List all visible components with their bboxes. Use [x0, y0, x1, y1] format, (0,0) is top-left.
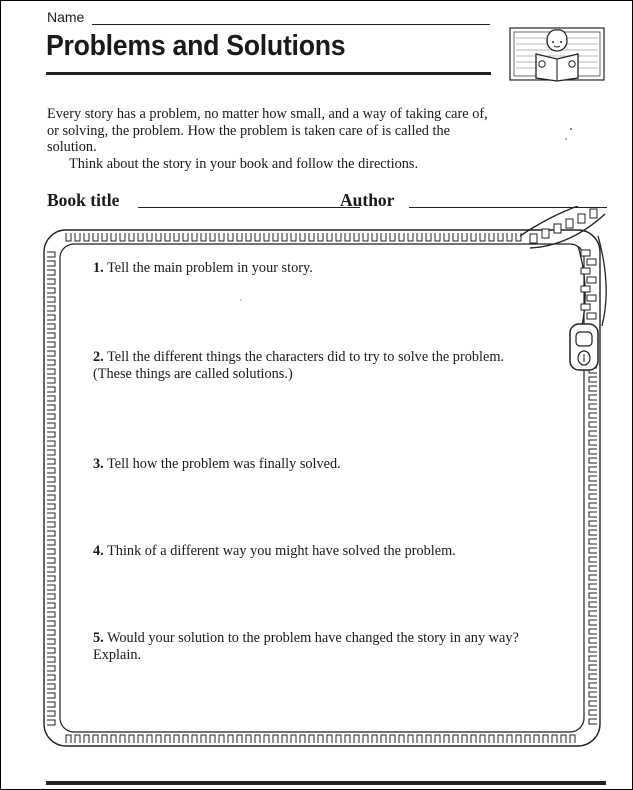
question-2 — [93, 349, 533, 383]
page-title: Problems and Solutions — [46, 30, 346, 62]
title-underline — [46, 72, 491, 75]
question-number: 2. — [93, 349, 104, 365]
question-text: Would your solution to the problem have changed the story in any way? Explain. — [93, 630, 519, 663]
name-field[interactable] — [92, 24, 490, 25]
question-number: 3. — [93, 456, 104, 472]
question-3 — [93, 456, 533, 473]
question-5 — [93, 630, 533, 664]
question-text: Think of a different way you might have solved the problem. — [107, 543, 456, 559]
question-4 — [93, 543, 533, 560]
author-label: Author — [340, 190, 395, 210]
child-reading-book-icon — [508, 24, 606, 82]
question-1 — [93, 260, 533, 277]
instructions — [47, 106, 497, 172]
intro-paragraph: Every story has a problem, no matter how small, and a way of taking care of, or solving, the problem. How the problem is taken care of is called the solution. — [47, 106, 488, 155]
name-label: Name — [47, 9, 85, 25]
book-title-label: Book title — [47, 190, 120, 210]
question-number: 1. — [93, 260, 104, 276]
question-text: Tell how the problem was finally solved. — [107, 456, 341, 472]
question-number: 4. — [93, 543, 104, 559]
bottom-rule — [46, 781, 606, 785]
question-number: 5. — [93, 630, 104, 646]
question-text: Tell the different things the characters did to try to solve the problem. (These things are called solutions.) — [93, 349, 505, 382]
zipper-border-icon — [30, 206, 620, 766]
question-text: Tell the main problem in your story. — [107, 260, 313, 276]
directions-paragraph: Think about the story in your book and follow the directions. — [69, 155, 419, 172]
